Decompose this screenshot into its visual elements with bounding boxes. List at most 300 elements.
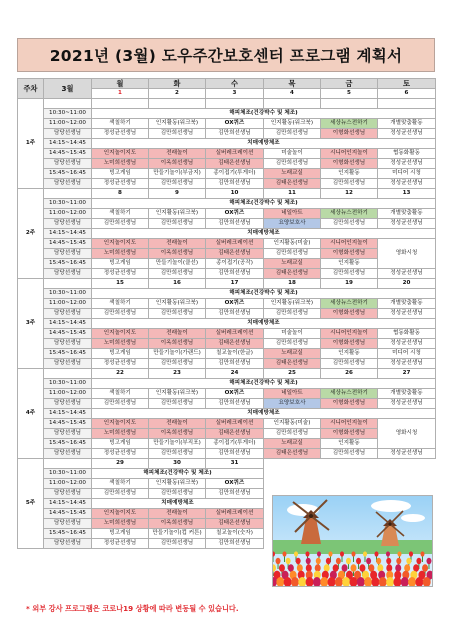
afternoon-activity-2-cell: 칠교놀이(숫자): [206, 528, 264, 538]
tulip-flower: [298, 577, 306, 587]
morning-teacher-cell: 김만희선생님: [149, 218, 206, 228]
date-cell: 23: [149, 368, 206, 378]
table-row: [18, 178, 436, 188]
morning-activity-cell: 세상뉴스전하기: [321, 208, 378, 218]
afternoon-activity-2-cell: 인지활동: [321, 348, 378, 358]
time-slot-label: 담당선생님: [44, 158, 92, 168]
morning-teacher-cell: 이형화선생님: [321, 308, 378, 318]
happy-exercise-cell: 해피체조(건강박수 및 체조): [92, 468, 264, 478]
time-header-blank: [44, 278, 92, 288]
afternoon-activity-1-cell: 인지놀이지도: [92, 418, 149, 428]
table-row: [18, 138, 436, 148]
morning-activity-cell: 개별맞춤활동: [378, 388, 436, 398]
time-slot-label: 14:45~15:45: [44, 238, 92, 248]
date-cell: 6: [378, 89, 436, 99]
windmill-tulip-field-illustration: [272, 495, 433, 587]
tulip-flower: [401, 577, 409, 587]
date-cell: [321, 99, 378, 109]
tulip-flower: [279, 564, 285, 572]
tulip-flower: [375, 551, 379, 556]
date-cell: 19: [321, 278, 378, 288]
morning-activity-cell: OX퀴즈: [206, 478, 264, 488]
afternoon-teacher-1-cell: 이옥희선생님: [149, 338, 206, 348]
afternoon-teacher-2-cell: 정성균선생님: [92, 178, 149, 188]
table-row: [18, 128, 436, 138]
afternoon-teacher-2-cell: 김만희선생님: [206, 448, 264, 458]
afternoon-teacher-1-cell: 김태은선생님: [206, 248, 264, 258]
afternoon-teacher-1-cell: 이형화선생님: [321, 158, 378, 168]
afternoon-teacher-1-cell: 노미희선생님: [92, 518, 149, 528]
morning-activity-cell: OX퀴즈: [206, 388, 264, 398]
tulip-flower: [328, 577, 336, 587]
date-cell: 16: [149, 278, 206, 288]
tulip-flower: [363, 551, 367, 556]
table-row: [18, 308, 436, 318]
time-slot-label: 담당선생님: [44, 448, 92, 458]
morning-teacher-cell: 김만희선생님: [149, 398, 206, 408]
page-title-text: 2021년 (3월) 도우주간보호센터 프로그램 계획서: [49, 47, 403, 65]
time-header-blank: [44, 188, 92, 198]
date-cell: 26: [321, 368, 378, 378]
morning-teacher-cell: 이형화선생님: [321, 398, 378, 408]
afternoon-activity-1-cell: 실버레크레이션: [206, 508, 264, 518]
afternoon-activity-2-cell: 만들기놀이(부직포): [149, 438, 206, 448]
morning-activity-cell: 세상뉴스전하기: [321, 298, 378, 308]
table-row: [18, 248, 436, 258]
table-row: [18, 388, 436, 398]
time-slot-label: 11:00~12:00: [44, 388, 92, 398]
table-row: [18, 358, 436, 368]
time-slot-label: 14:15~14:45: [44, 138, 92, 148]
afternoon-activity-1-cell: 시니어인지놀이: [321, 238, 378, 248]
tulip-flower: [404, 564, 410, 572]
week-column-header: 주차: [18, 79, 44, 99]
time-header-blank: [44, 458, 92, 468]
dementia-exercise-cell: 치매예방체조: [92, 408, 436, 418]
afternoon-activity-1-cell: 실버레크레이션: [206, 328, 264, 338]
morning-teacher-cell: 정성균선생님: [378, 398, 436, 408]
date-cell: 29: [92, 458, 149, 468]
afternoon-teacher-1-cell: 이형화선생님: [321, 428, 378, 438]
table-row: [18, 258, 436, 268]
dementia-exercise-cell: 치매예방체조: [92, 318, 436, 328]
time-slot-label: 담당선생님: [44, 248, 92, 258]
morning-teacher-cell: 김만희선생님: [149, 308, 206, 318]
tulip-flower: [306, 577, 314, 587]
morning-teacher-cell: 정성균선생님: [378, 308, 436, 318]
afternoon-activity-1-cell: 인지놀이지도: [92, 508, 149, 518]
morning-teacher-cell: 정성균선생님: [92, 128, 149, 138]
afternoon-teacher-1-cell: 김만희선생님: [264, 338, 321, 348]
month-column-header: 3월: [44, 79, 92, 99]
tulip-flower: [359, 564, 365, 572]
morning-activity-cell: 색칠하기: [92, 388, 149, 398]
afternoon-activity-2-cell: 인지활동: [321, 438, 378, 448]
time-slot-label: 14:45~15:45: [44, 508, 92, 518]
afternoon-activity-2-cell: 미디어 시청: [378, 168, 436, 178]
tulip-flower: [329, 551, 333, 556]
afternoon-activity-2-cell: 노래교실: [264, 258, 321, 268]
time-slot-label: 14:15~14:45: [44, 318, 92, 328]
morning-teacher-cell: 이형화선생님: [321, 128, 378, 138]
time-header-blank: [44, 99, 92, 109]
afternoon-teacher-2-cell: 김만희선생님: [149, 268, 206, 278]
morning-activity-cell: 인지활동(워크북): [149, 478, 206, 488]
afternoon-activity-2-cell: 만들기놀이(클선): [149, 258, 206, 268]
date-cell: 31: [206, 458, 264, 468]
morning-teacher-cell: 김만희선생님: [264, 128, 321, 138]
time-slot-label: 담당선생님: [44, 398, 92, 408]
morning-teacher-cell: 김만희선생님: [149, 128, 206, 138]
afternoon-activity-1-cell: 전래놀이: [149, 238, 206, 248]
time-slot-label: 담당선생님: [44, 128, 92, 138]
day-header-mon: 월: [92, 79, 149, 89]
table-row: [18, 378, 436, 388]
afternoon-teacher-2-cell: 정성균선생님: [378, 268, 436, 278]
date-cell: 1: [92, 89, 149, 99]
afternoon-teacher-2-cell: 정성균선생님: [92, 448, 149, 458]
afternoon-teacher-2-cell: 정성균선생님: [378, 448, 436, 458]
morning-activity-cell: 색칠하기: [92, 118, 149, 128]
afternoon-activity-2-cell: 칠교놀이(한글): [206, 348, 264, 358]
time-slot-label: 담당선생님: [44, 518, 92, 528]
tulip-flower: [283, 551, 287, 556]
morning-teacher-cell: 김만희선생님: [92, 308, 149, 318]
day-header-thu: 목: [264, 79, 321, 89]
morning-teacher-cell: 요양보호사: [264, 398, 321, 408]
tulip-flower: [426, 558, 431, 564]
date-cell: 20: [378, 278, 436, 288]
table-row: [18, 108, 436, 118]
time-slot-label: 10:30~11:00: [44, 108, 92, 118]
date-cell: 24: [206, 368, 264, 378]
time-slot-label: 담당선생님: [44, 308, 92, 318]
tulip-flower: [313, 577, 321, 587]
happy-exercise-cell: 해피체조(건강박수 및 체조): [92, 198, 436, 208]
morning-activity-cell: 인지활동(워크북): [149, 388, 206, 398]
week-label: 4주: [18, 368, 44, 458]
table-row: [18, 428, 436, 438]
afternoon-teacher-1-cell: 이옥희선생님: [149, 428, 206, 438]
date-cell: 2: [149, 89, 206, 99]
date-cell: 15: [92, 278, 149, 288]
week-label: 1주: [18, 99, 44, 189]
tulip-flower: [379, 577, 387, 587]
afternoon-teacher-1-cell: 노미희선생님: [92, 158, 149, 168]
time-slot-label: 15:45~16:45: [44, 168, 92, 178]
afternoon-teacher-2-cell: 김만희선생님: [321, 178, 378, 188]
afternoon-activity-2-cell: 노래교실: [264, 348, 321, 358]
tulip-flower: [342, 577, 350, 587]
date-cell: [149, 99, 206, 109]
program-schedule-table: [17, 78, 436, 549]
time-slot-label: 15:45~16:45: [44, 438, 92, 448]
time-slot-label: 14:45~15:45: [44, 148, 92, 158]
afternoon-activity-1-cell: 미술놀이: [264, 148, 321, 158]
afternoon-activity-1-cell: 실버레크레이션: [206, 418, 264, 428]
morning-teacher-cell: 김만희선생님: [92, 218, 149, 228]
date-cell: 9: [149, 188, 206, 198]
afternoon-activity-1-cell: 협동화활동: [378, 328, 436, 338]
morning-activity-cell: 색칠하기: [92, 298, 149, 308]
morning-teacher-cell: 김만희선생님: [206, 308, 264, 318]
table-row: [18, 238, 436, 248]
afternoon-teacher-2-cell: 정성균선생님: [92, 538, 149, 548]
morning-activity-cell: 개별맞춤활동: [378, 298, 436, 308]
afternoon-activity-1-cell: 시니어인지놀이: [321, 418, 378, 428]
afternoon-teacher-2-cell: 김만희선생님: [206, 268, 264, 278]
dementia-exercise-cell: 치매예방체조: [92, 138, 436, 148]
time-slot-label: 15:45~16:45: [44, 348, 92, 358]
morning-activity-cell: OX퀴즈: [206, 298, 264, 308]
time-slot-label: 14:15~14:45: [44, 408, 92, 418]
tulip-flower: [396, 558, 401, 564]
afternoon-activity-1-cell: 인지놀이지도: [92, 328, 149, 338]
afternoon-teacher-1-cell: 이형화선생님: [321, 338, 378, 348]
tulip-flower: [336, 558, 341, 564]
afternoon-activity-2-cell: 빙고게임: [92, 258, 149, 268]
tulip-flower: [366, 558, 371, 564]
table-row: [18, 418, 436, 428]
tulip-flower: [342, 564, 348, 572]
table-row: [18, 198, 436, 208]
table-row: [18, 158, 436, 168]
time-slot-label: 담당선생님: [44, 338, 92, 348]
morning-activity-cell: OX퀴즈: [206, 118, 264, 128]
morning-teacher-cell: 김만희선생님: [206, 218, 264, 228]
afternoon-activity-1-cell: 전래놀이: [149, 508, 206, 518]
morning-activity-cell: OX퀴즈: [206, 208, 264, 218]
day-header-sat: 토: [378, 79, 436, 89]
date-cell: 8: [92, 188, 149, 198]
tulip-flower: [422, 564, 428, 572]
time-slot-label: 10:30~11:00: [44, 198, 92, 208]
tulip-flower: [276, 558, 281, 564]
table-row: [18, 148, 436, 158]
time-header-blank: [44, 368, 92, 378]
tulip-flower: [276, 577, 284, 587]
time-slot-label: 14:45~15:45: [44, 418, 92, 428]
afternoon-activity-2-cell: 종이접기(공작): [206, 258, 264, 268]
table-row: [18, 268, 436, 278]
afternoon-activity-2-cell: 노래교실: [264, 168, 321, 178]
morning-activity-cell: 세상뉴스전하기: [321, 118, 378, 128]
day-header-tue: 화: [149, 79, 206, 89]
afternoon-teacher-2-cell: 정성균선생님: [92, 268, 149, 278]
tulip-flower: [340, 551, 344, 556]
tulip-flower: [306, 558, 311, 564]
tulip-flower: [296, 558, 301, 564]
date-cell: 13: [378, 188, 436, 198]
date-cell: 27: [378, 368, 436, 378]
morning-activity-cell: 개별맞춤활동: [378, 208, 436, 218]
afternoon-teacher-1-cell: 김만희선생님: [264, 248, 321, 258]
date-cell: [92, 99, 149, 109]
afternoon-teacher-2-cell: 김만희선생님: [321, 358, 378, 368]
tulip-flower: [421, 551, 425, 556]
afternoon-teacher-2-cell: 김만희선생님: [149, 358, 206, 368]
table-row: [18, 208, 436, 218]
tulip-flower: [291, 577, 299, 587]
time-slot-label: 15:45~16:45: [44, 528, 92, 538]
footer-note: * 외부 강사 프로그램은 코로나19 상황에 따라 변동될 수 있습니다.: [26, 604, 239, 613]
morning-activity-cell: 인지활동(워크북): [149, 298, 206, 308]
date-cell: 3: [206, 89, 264, 99]
tulip-flower: [416, 558, 421, 564]
afternoon-teacher-2-cell: 김만희선생님: [321, 268, 378, 278]
date-cell: 11: [264, 188, 321, 198]
tulip-flower: [297, 564, 303, 572]
afternoon-teacher-2-cell: 김만희선생님: [206, 358, 264, 368]
tulip-flower: [357, 577, 365, 587]
morning-teacher-cell: 김만희선생님: [92, 398, 149, 408]
happy-exercise-cell: 해피체조(건강박수 및 체조): [92, 288, 436, 298]
afternoon-teacher-1-cell: 김태은선생님: [206, 518, 264, 528]
morning-teacher-cell: 김만희선생님: [149, 488, 206, 498]
morning-activity-cell: 인지활동(워크북): [149, 118, 206, 128]
morning-teacher-cell: 정성균선생님: [378, 218, 436, 228]
tulip-flower: [356, 558, 361, 564]
date-cell: [264, 99, 321, 109]
tulip-flower: [371, 577, 379, 587]
time-slot-label: 담당선생님: [44, 538, 92, 548]
table-row: [18, 168, 436, 178]
afternoon-activity-1-cell: 전래놀이: [149, 328, 206, 338]
scenery-image: [273, 496, 433, 587]
dementia-exercise-cell: 치매예방체조: [92, 228, 436, 238]
table-row: [18, 398, 436, 408]
afternoon-activity-2-cell: 미디어 시청: [378, 348, 436, 358]
afternoon-activity-2-cell: 종이접기(투게더): [206, 168, 264, 178]
date-cell: 5: [321, 89, 378, 99]
tulip-flower: [408, 577, 416, 587]
date-cell: 17: [206, 278, 264, 288]
tulip-flower: [294, 551, 298, 556]
time-slot-label: 11:00~12:00: [44, 118, 92, 128]
tulip-flower: [324, 564, 330, 572]
morning-activity-cell: 세상뉴스전하기: [321, 388, 378, 398]
afternoon-teacher-2-cell: 정성균선생님: [378, 178, 436, 188]
afternoon-activity-2-cell: 만들기놀이(부금지): [149, 168, 206, 178]
tulip-flower: [306, 551, 310, 556]
morning-teacher-cell: 김만희선생님: [92, 488, 149, 498]
afternoon-activity-2-cell: 빙고게임: [92, 438, 149, 448]
afternoon-activity-1-cell: 시니어인지놀이: [321, 148, 378, 158]
afternoon-activity-1-cell: 실버레크레이션: [206, 148, 264, 158]
afternoon-teacher-1-cell: 김태은선생님: [206, 338, 264, 348]
date-cell: 4: [264, 89, 321, 99]
tulip-flower: [317, 551, 321, 556]
time-slot-label: 담당선생님: [44, 358, 92, 368]
morning-activity-cell: 인지활동(워크북): [264, 118, 321, 128]
table-row: [18, 298, 436, 308]
tulip-flower: [351, 564, 357, 572]
tulip-flower: [320, 577, 328, 587]
date-cell: 25: [264, 368, 321, 378]
afternoon-activity-1-cell: 인지활동(미술): [264, 418, 321, 428]
afternoon-activity-1-cell: 인지놀이지도: [92, 148, 149, 158]
date-cell: 10: [206, 188, 264, 198]
afternoon-teacher-1-cell: 김만희선생님: [264, 428, 321, 438]
morning-teacher-cell: 김만희선생님: [206, 398, 264, 408]
time-slot-label: 11:00~12:00: [44, 478, 92, 488]
afternoon-teacher-2-cell: 김태은선생님: [264, 358, 321, 368]
tulip-flower: [364, 577, 372, 587]
afternoon-teacher-1-cell: 노미희선생님: [92, 428, 149, 438]
time-slot-label: 10:30~11:00: [44, 378, 92, 388]
afternoon-teacher-2-cell: 김만희선생님: [149, 448, 206, 458]
tulip-flower: [376, 558, 381, 564]
time-slot-label: 14:45~15:45: [44, 328, 92, 338]
afternoon-teacher-1-cell: 정성균선생님: [378, 338, 436, 348]
afternoon-activity-1-cell: 인지활동(미술): [264, 238, 321, 248]
tulip-flower: [423, 577, 431, 587]
afternoon-activity-1-cell: 영화시청: [378, 238, 436, 268]
time-slot-label: 담당선생님: [44, 218, 92, 228]
afternoon-activity-1-cell: 전래놀이: [149, 418, 206, 428]
day-header-fri: 금: [321, 79, 378, 89]
morning-teacher-cell: 요양보호사: [264, 218, 321, 228]
time-slot-label: 11:00~12:00: [44, 298, 92, 308]
table-row: [18, 448, 436, 458]
morning-activity-cell: 인지활동(워크북): [264, 298, 321, 308]
afternoon-teacher-2-cell: 김태은선생님: [264, 178, 321, 188]
afternoon-teacher-1-cell: 김태은선생님: [206, 428, 264, 438]
tulip-flower: [377, 564, 383, 572]
table-row: [18, 338, 436, 348]
time-slot-label: 10:30~11:00: [44, 288, 92, 298]
afternoon-activity-2-cell: 빙고게임: [92, 168, 149, 178]
table-row: [18, 318, 436, 328]
morning-activity-cell: 네일아트: [264, 208, 321, 218]
afternoon-teacher-2-cell: 김만희선생님: [206, 178, 264, 188]
tulip-flower: [346, 558, 351, 564]
time-slot-label: 15:45~16:45: [44, 258, 92, 268]
morning-activity-cell: 인지활동(워크북): [149, 208, 206, 218]
afternoon-activity-1-cell: 인지놀이지도: [92, 238, 149, 248]
tulip-flower: [393, 577, 401, 587]
morning-teacher-cell: 김만희선생님: [206, 488, 264, 498]
date-cell: [206, 99, 264, 109]
table-row: [18, 218, 436, 228]
tulip-flower: [316, 558, 321, 564]
table-row: [18, 118, 436, 128]
table-row: [18, 438, 436, 448]
afternoon-activity-1-cell: 실버레크레이션: [206, 238, 264, 248]
morning-activity-cell: 색칠하기: [92, 208, 149, 218]
morning-teacher-cell: 김만희선생님: [321, 218, 378, 228]
tulip-flower: [326, 558, 331, 564]
tulip-flower: [398, 551, 402, 556]
afternoon-activity-1-cell: 미술놀이: [264, 328, 321, 338]
afternoon-teacher-1-cell: 이옥희선생님: [149, 518, 206, 528]
happy-exercise-cell: 해피체조(건강박수 및 체조): [92, 108, 436, 118]
morning-activity-cell: 색칠하기: [92, 478, 149, 488]
week-label: 5주: [18, 458, 44, 548]
afternoon-teacher-1-cell: 노미희선생님: [92, 338, 149, 348]
afternoon-activity-2-cell: 빙고게임: [92, 348, 149, 358]
afternoon-teacher-1-cell: 이옥희선생님: [149, 248, 206, 258]
page-title: [17, 38, 435, 72]
afternoon-teacher-2-cell: 김만희선생님: [321, 448, 378, 458]
week-label: 2주: [18, 188, 44, 278]
tulip-flower: [415, 577, 423, 587]
tulip-flower: [335, 577, 343, 587]
afternoon-activity-1-cell: 영화시청: [378, 418, 436, 448]
dementia-exercise-cell: 치매예방체조: [92, 498, 264, 508]
afternoon-teacher-1-cell: 이형화선생님: [321, 248, 378, 258]
tulip-flower: [286, 558, 291, 564]
